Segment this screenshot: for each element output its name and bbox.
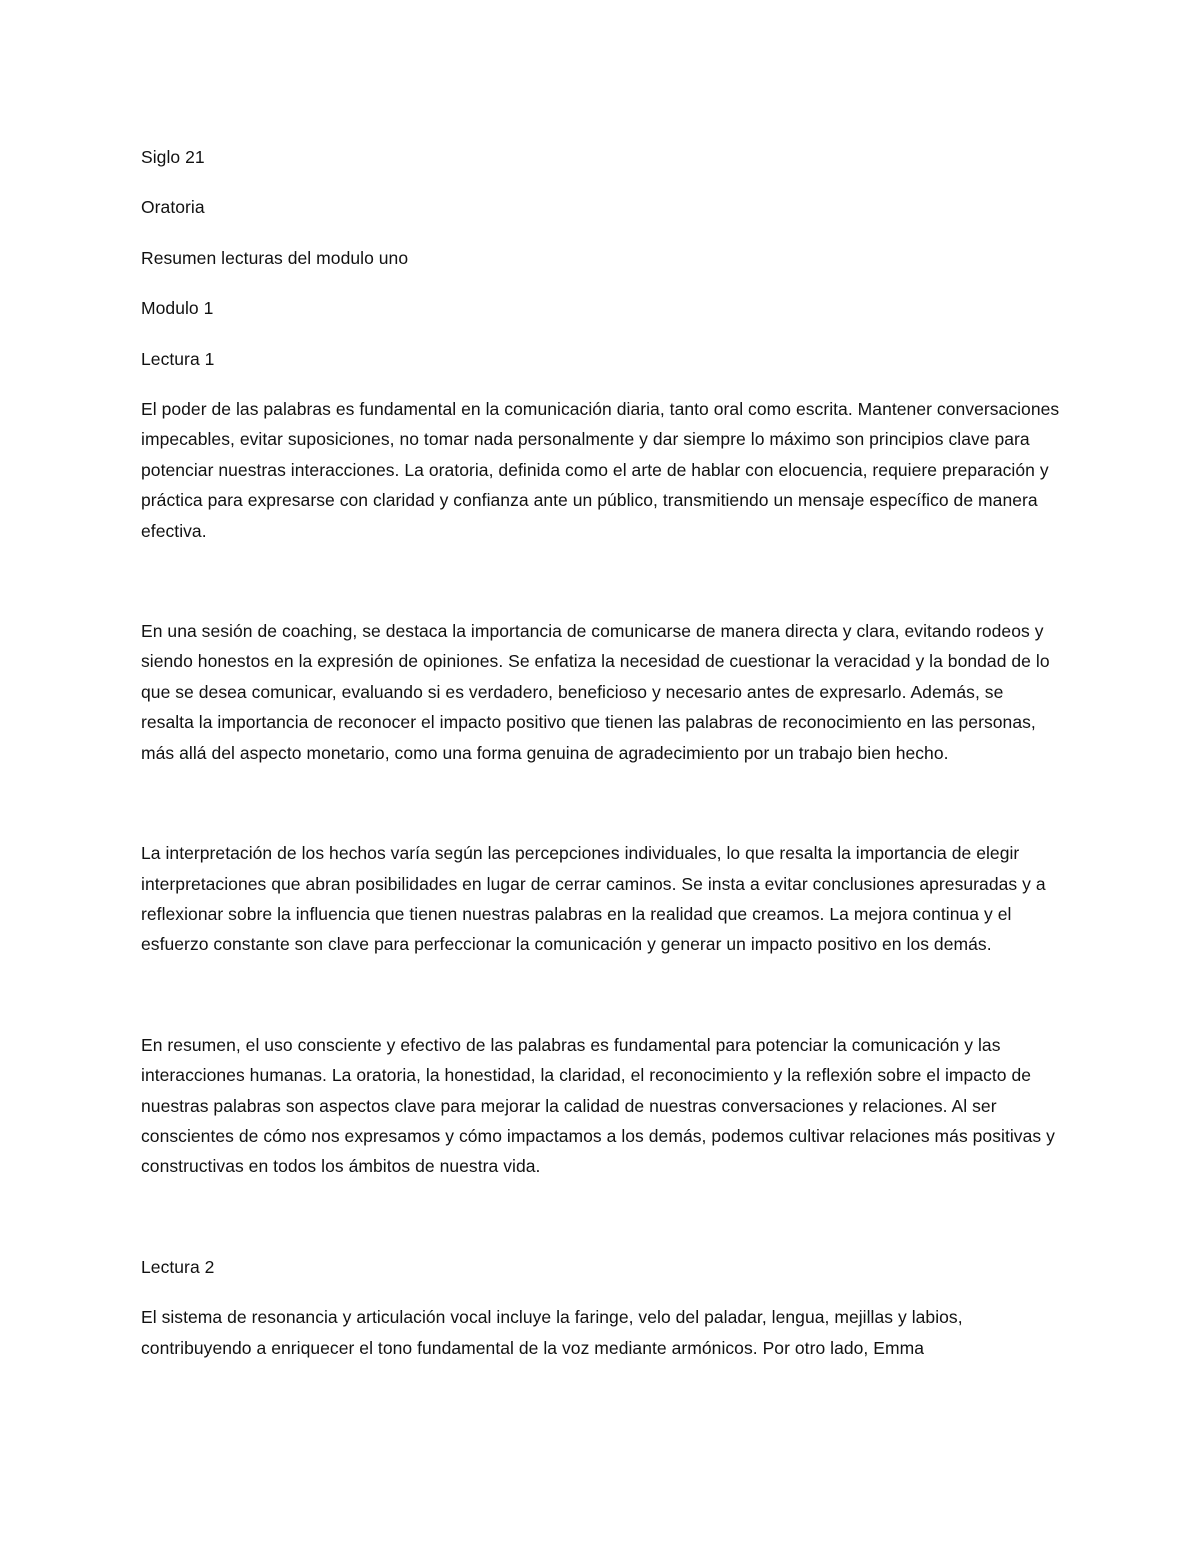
institution-line: Siglo 21 [141, 147, 205, 167]
paragraph-gap [141, 980, 1061, 1030]
paragraph-gap [141, 1202, 1061, 1252]
subtitle-line: Resumen lecturas del modulo uno [141, 247, 409, 268]
paragraph-5: El sistema de resonancia y articulación vocal incluye la faringe, velo del paladar, lengua, mejillas y labios, contribuyendo a enriquecer el tono fundamental de la voz mediante armónicos. Por otro lado, Emma [141, 1307, 963, 1358]
document-body [141, 142, 1061, 1383]
section-heading-lectura-2: Lectura 2 [141, 1256, 215, 1277]
paragraph-3: La interpretación de los hechos varía según las percepciones individuales, lo que resalta la importancia de elegir interpretaciones que abran posibilidades en lugar de cerrar caminos. Se insta a evitar conclusiones apresuradas y a reflexionar sobre la influencia que tienen nuestras palabras en la realidad que creamos. La mejora continua y el esfuerzo constante son clave para perfeccionar la comunicación y generar un impacto positivo en los demás. [141, 843, 1046, 955]
section-heading-lectura-1: Lectura 1 [141, 348, 215, 369]
module-line: Modulo 1 [141, 298, 214, 319]
paragraph-4: En resumen, el uso consciente y efectivo de las palabras es fundamental para potenciar la comunicación y las interacciones humanas. La oratoria, la honestidad, la claridad, el reconocimiento y la reflexión sobre el impacto de nuestras palabras son aspectos clave para mejorar la calidad de nuestras conversaciones y relaciones. Al ser conscientes de cómo nos expresamos y cómo impactamos a los demás, podemos cultivar relaciones más positivas y constructivas en todos los ámbitos de nuestra vida. [141, 1034, 1055, 1177]
paragraph-gap [141, 566, 1061, 616]
paragraph-2: En una sesión de coaching, se destaca la importancia de comunicarse de manera directa y clara, evitando rodeos y siendo honestos en la expresión de opiniones. Se enfatiza la necesidad de cuestionar la veracidad y la bondad de lo que se desea comunicar, evaluando si es verdadero, beneficioso y necesario antes de expresarlo. Además, se resalta la importancia de reconocer el impacto positivo que tienen las palabras de reconocimiento en las personas, más allá del aspecto monetario, como una forma genuina de agradecimiento por un trabajo bien hecho. [141, 621, 1050, 763]
paragraph-gap [141, 788, 1061, 838]
course-line: Oratoria [141, 197, 205, 218]
paragraph-1: El poder de las palabras es fundamental en la comunicación diaria, tanto oral como escrita. Mantener conversaciones impecables, evitar suposiciones, no tomar nada personalmente y dar siempre lo máximo son principios clave para potenciar nuestras interacciones. La oratoria, definida como el arte de hablar con elocuencia, requiere preparación y práctica para expresarse con claridad y confianza ante un público, transmitiendo un mensaje específico de manera efectiva. [141, 399, 1060, 541]
